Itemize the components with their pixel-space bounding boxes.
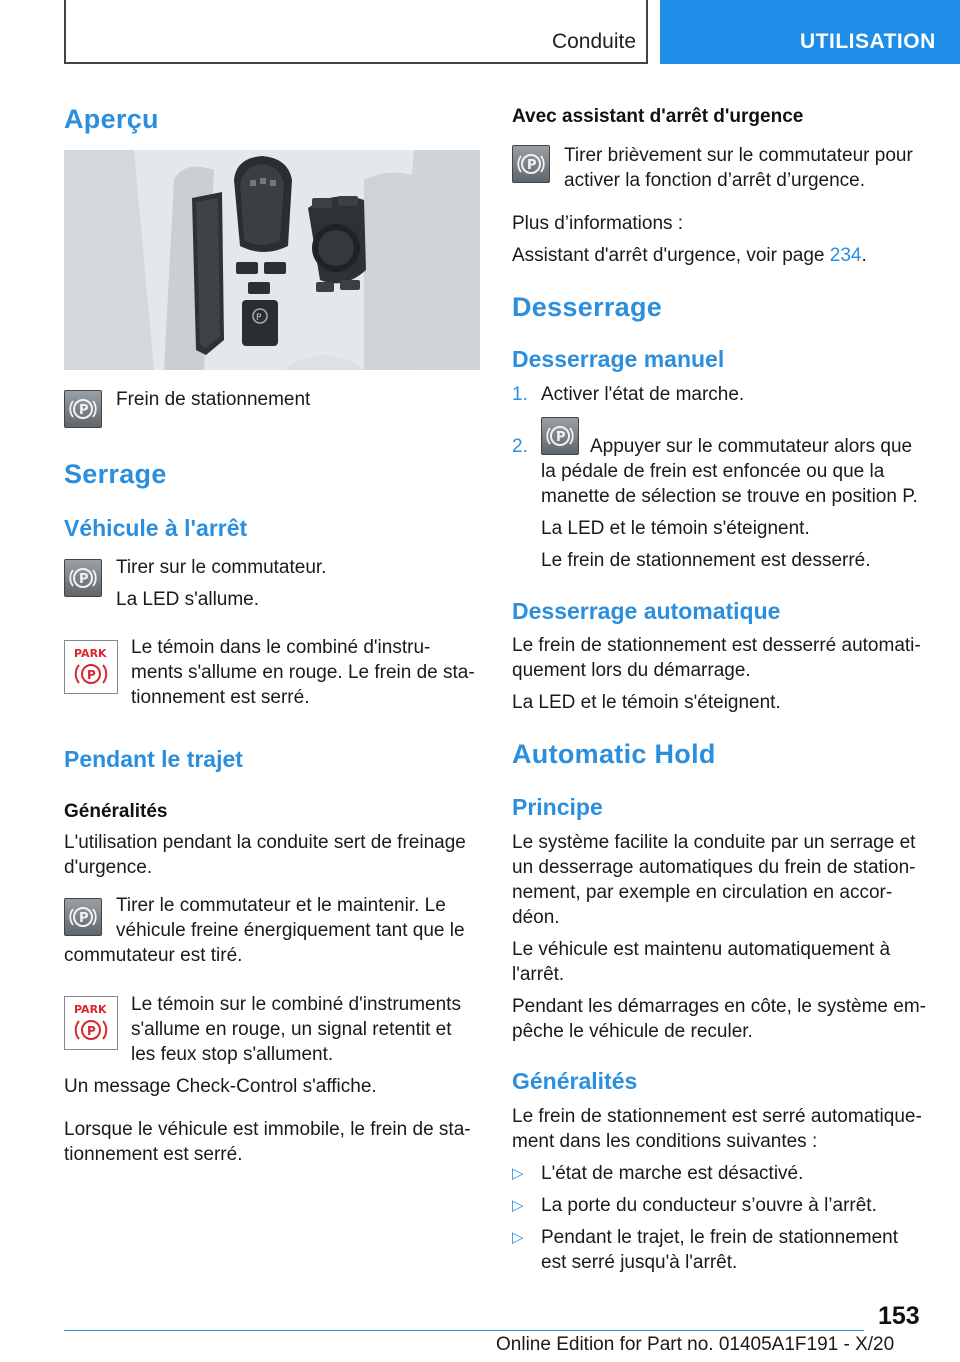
bullet3-line1: Pendant le trajet, le frein de stationnement <box>541 1227 899 1248</box>
tirer-maintenir-line3: commutateur est tiré. <box>64 945 243 966</box>
step2-frein: Le frein de stationnement est desserré. <box>541 550 871 571</box>
temoin2-line2: s'allume en rouge, un signal retentit et <box>131 1019 452 1040</box>
svg-text:P: P <box>556 430 566 445</box>
page-number: 153 <box>878 1302 920 1330</box>
edition-text: Online Edition for Part no. 01405A1F191 - X/20 <box>496 1334 895 1355</box>
gen-line1: Le frein de stationnement est serré automatique‐ <box>512 1106 922 1127</box>
temoin1-line1: Le témoin dans le combiné d'instru‐ <box>131 637 431 658</box>
bullet3-line2: est serré jusqu'à l'arrêt. <box>541 1252 738 1273</box>
subheading-generalites: Généralités <box>64 801 168 822</box>
demarrages-line2: pêche le véhicule de reculer. <box>512 1021 753 1042</box>
svg-text:P: P <box>79 403 89 418</box>
maintenu-line2: l'arrêt. <box>512 964 565 985</box>
svg-text:P: P <box>79 572 89 587</box>
header-tab: UTILISATION <box>660 0 960 64</box>
bullet-triangle-icon: ▷ <box>512 1165 524 1182</box>
park-warning-icon <box>64 996 118 1050</box>
parking-brake-switch-icon <box>541 417 579 455</box>
step2-line3: manette de sélection se trouve en position P. <box>541 486 918 507</box>
header-section: Conduite <box>551 30 636 53</box>
immobile-line1: Lorsque le véhicule est immobile, le frein de sta‐ <box>64 1119 471 1140</box>
svg-text:PARK: PARK <box>74 647 107 660</box>
parking-brake-switch-icon <box>512 145 550 183</box>
heading-desserrage-manuel: Desserrage manuel <box>512 346 725 372</box>
auto-led: La LED et le témoin s'éteignent. <box>512 692 781 713</box>
auto-line2: quement lors du démarrage. <box>512 660 751 681</box>
principe-line4: déon. <box>512 907 560 928</box>
plus-informations: Plus d’informations : <box>512 213 684 234</box>
principe-line1: Le système facilite la conduite par un serrage et <box>512 832 916 853</box>
step2-led: La LED et le témoin s'éteignent. <box>541 518 810 539</box>
photo-caption: Frein de stationnement <box>116 389 311 410</box>
svg-text:P: P <box>527 158 537 173</box>
principe-line3: nement, par exemple en circulation en accor‐ <box>512 882 893 903</box>
immobile-line2: tionnement est serré. <box>64 1144 243 1165</box>
gen-line2: ment dans les conditions suivantes : <box>512 1131 818 1152</box>
heading-vehicule-arret: Véhicule à l'arrêt <box>64 515 248 541</box>
assistant-end: . <box>861 245 867 266</box>
temoin2-line3: les feux stop s'allument. <box>131 1044 334 1065</box>
parking-brake-switch-icon <box>64 898 102 936</box>
assistant-text: Assistant d'arrêt d'urgence, voir page <box>512 245 825 266</box>
park-warning-icon <box>64 640 118 694</box>
bullet-triangle-icon: ▷ <box>512 1229 524 1246</box>
heading-desserrage: Desserrage <box>512 292 663 322</box>
step-number: 1. <box>512 384 528 405</box>
step2-line1: Appuyer sur le commutateur alors que <box>590 436 913 457</box>
bullet-triangle-icon: ▷ <box>512 1197 524 1214</box>
svg-text:P: P <box>256 313 262 323</box>
auto-line1: Le frein de stationnement est desserré automati‐ <box>512 635 921 656</box>
console-illustration <box>64 150 480 370</box>
step2-line2: la pédale de frein est enfoncée ou que la <box>541 461 885 482</box>
assistant-reference <box>512 243 867 268</box>
principe-line2: un desserrage automatiques du frein de station‐ <box>512 857 916 878</box>
instruction-led: La LED s'allume. <box>116 589 260 610</box>
bullet1-text: L'état de marche est désactivé. <box>541 1163 804 1184</box>
heading-desserrage-auto: Desserrage automatique <box>512 598 781 624</box>
instruction-tirer: Tirer sur le commutateur. <box>116 557 327 578</box>
page-link-234[interactable]: 234 <box>829 245 862 266</box>
step-number: 2. <box>512 436 528 457</box>
parking-brake-photo <box>64 150 480 370</box>
heading-apercu: Aperçu <box>64 104 159 134</box>
subheading-avec-assistant: Avec assistant d'arrêt d'urgence <box>512 106 804 127</box>
heading-automatic-hold: Automatic Hold <box>512 739 716 769</box>
parking-brake-switch-icon <box>64 559 102 597</box>
bullet2-text: La porte du conducteur s’ouvre à l’arrêt. <box>541 1195 877 1216</box>
svg-text:P: P <box>87 668 96 682</box>
maintenu-line1: Le véhicule est maintenu automatiquement à <box>512 939 891 960</box>
svg-text:P: P <box>79 911 89 926</box>
tirer-maintenir-line1: Tirer le commutateur et le maintenir. Le <box>116 895 446 916</box>
svg-text:PARK: PARK <box>74 1003 107 1016</box>
message-check-control: Un message Check-Control s'affiche. <box>64 1076 377 1097</box>
heading-generalites: Généralités <box>512 1068 638 1094</box>
utilisation-line2: d'urgence. <box>64 857 153 878</box>
svg-text:P: P <box>87 1024 96 1038</box>
utilisation-line1: L'utilisation pendant la conduite sert de freinage <box>64 832 466 853</box>
step1-text: Activer l'état de marche. <box>541 384 745 405</box>
tirer-brievement-line1: Tirer brièvement sur le commutateur pour <box>564 145 913 166</box>
heading-pendant-trajet: Pendant le trajet <box>64 746 243 772</box>
footer-rule <box>64 1330 864 1331</box>
temoin2-line1: Le témoin sur le combiné d'instruments <box>131 994 461 1015</box>
temoin1-line3: tionnement est serré. <box>131 687 310 708</box>
demarrages-line1: Pendant les démarrages en côte, le système em‐ <box>512 996 926 1017</box>
temoin1-line2: ments s'allume en rouge. Le frein de sta‐ <box>131 662 475 683</box>
heading-principe: Principe <box>512 794 603 820</box>
parking-brake-switch-icon <box>64 390 102 428</box>
tirer-maintenir-line2: véhicule freine énergiquement tant que le <box>116 920 465 941</box>
tirer-brievement-line2: activer la fonction d’arrêt d’urgence. <box>564 170 865 191</box>
heading-serrage: Serrage <box>64 459 167 489</box>
